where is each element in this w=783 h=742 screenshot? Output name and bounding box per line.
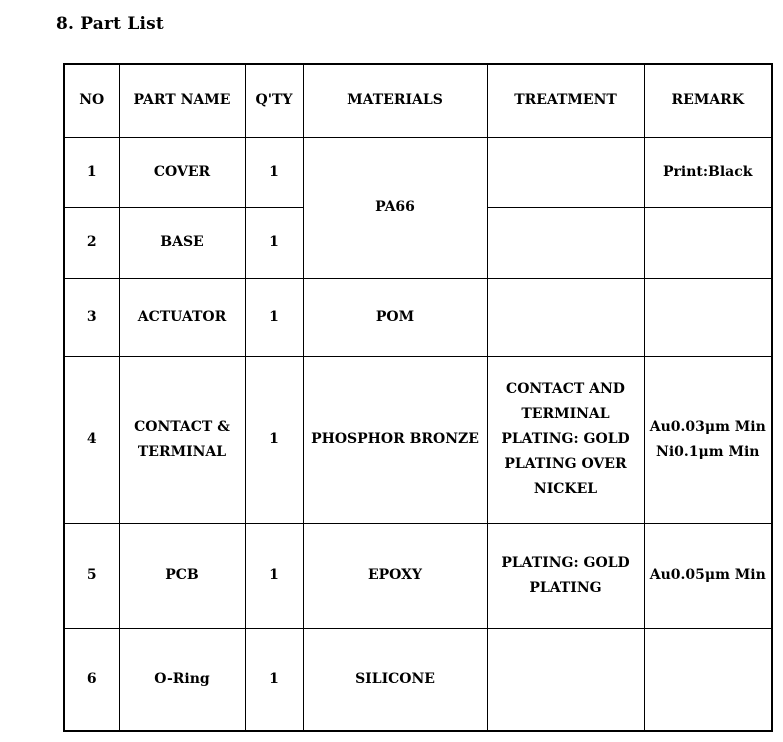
table-header-row — [64, 64, 772, 137]
row-treatment — [487, 207, 644, 278]
row-part-name — [119, 357, 245, 524]
row-material: POM — [303, 278, 487, 356]
row-part-name-text: CONTACT & TERMINAL — [134, 418, 230, 460]
row-qty: 1 — [245, 207, 303, 278]
row-part-name: BASE — [119, 207, 245, 278]
row-material-shared: PA66 — [303, 137, 487, 278]
row-qty: 1 — [245, 629, 303, 731]
row-treatment — [487, 278, 644, 356]
row-no: 1 — [64, 137, 119, 207]
row-no: 4 — [64, 357, 119, 524]
row-remark — [644, 629, 772, 731]
row-part-name: ACTUATOR — [119, 278, 245, 356]
part-list-table — [63, 63, 773, 732]
header-materials: MATERIALS — [303, 64, 487, 137]
row-no: 6 — [64, 629, 119, 731]
table-row — [64, 357, 772, 524]
row-remark: Au0.05μm Min — [644, 523, 772, 628]
row-part-name: COVER — [119, 137, 245, 207]
row-remark-text: Au0.03μm Min Ni0.1μm Min — [649, 418, 766, 460]
row-no: 5 — [64, 523, 119, 628]
row-qty: 1 — [245, 137, 303, 207]
table-row — [64, 137, 772, 207]
row-remark: Print:Black — [644, 137, 772, 207]
header-no: NO — [64, 64, 119, 137]
row-remark — [644, 278, 772, 356]
table-row — [64, 278, 772, 356]
row-qty: 1 — [245, 278, 303, 356]
row-qty: 1 — [245, 523, 303, 628]
row-no: 2 — [64, 207, 119, 278]
section-title: 8. Part List — [56, 14, 164, 34]
row-remark — [644, 357, 772, 524]
row-material: EPOXY — [303, 523, 487, 628]
header-remark: REMARK — [644, 64, 772, 137]
row-treatment — [487, 523, 644, 628]
row-qty: 1 — [245, 357, 303, 524]
row-treatment — [487, 629, 644, 731]
row-treatment — [487, 137, 644, 207]
header-treatment: TREATMENT — [487, 64, 644, 137]
row-part-name: O-Ring — [119, 629, 245, 731]
row-remark — [644, 207, 772, 278]
row-treatment-text: CONTACT AND TERMINAL PLATING: GOLD PLATING OVER NICKEL — [501, 381, 630, 498]
row-no: 3 — [64, 278, 119, 356]
row-material: SILICONE — [303, 629, 487, 731]
table-row — [64, 523, 772, 628]
table-row — [64, 629, 772, 731]
header-qty: Q'TY — [245, 64, 303, 137]
row-treatment — [487, 357, 644, 524]
header-part-name: PART NAME — [119, 64, 245, 137]
row-treatment-text: PLATING: GOLD PLATING — [501, 554, 630, 596]
row-material: PHOSPHOR BRONZE — [303, 357, 487, 524]
row-part-name: PCB — [119, 523, 245, 628]
